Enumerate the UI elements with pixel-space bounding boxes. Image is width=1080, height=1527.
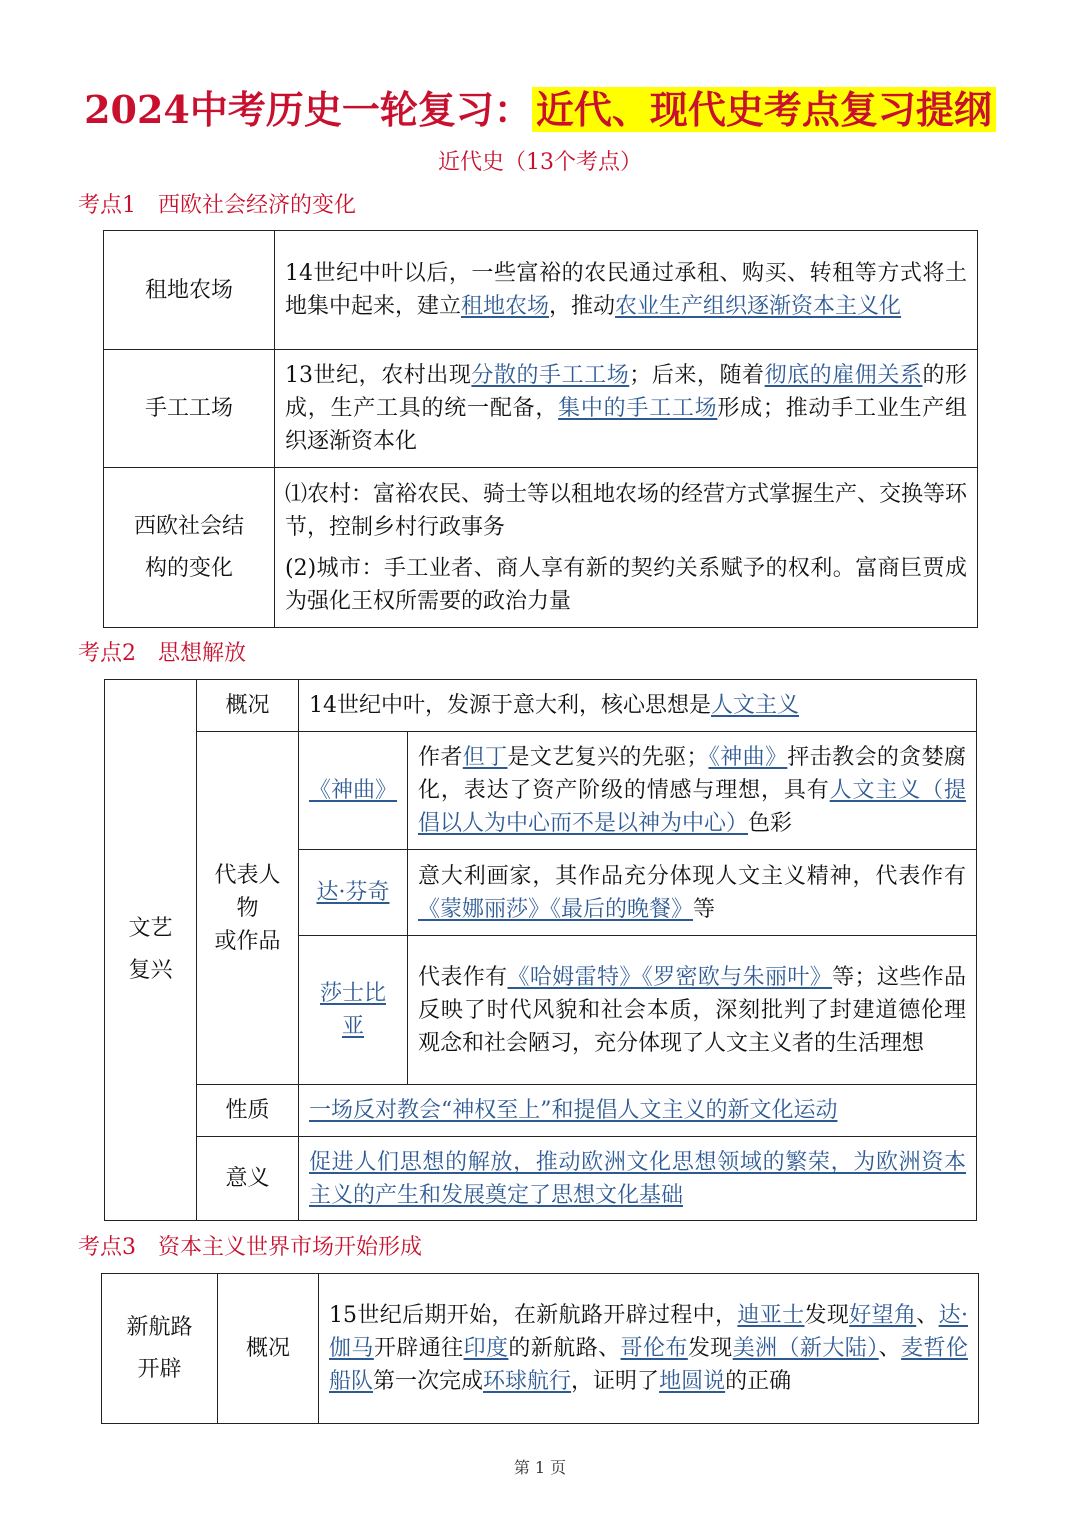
row-label — [197, 732, 299, 1085]
section-heading-3 — [78, 1232, 422, 1264]
title-prefix: 2024中考历史一轮复习： — [84, 87, 532, 132]
text: 的新航路、 — [508, 1336, 621, 1361]
text: 作者 — [418, 745, 463, 770]
key-term: 集中的手工工场 — [558, 396, 718, 421]
row-content — [275, 350, 978, 468]
key-term: 莎士比 — [319, 981, 386, 1006]
table-row — [104, 350, 978, 468]
key-term: 达·芬奇 — [316, 880, 390, 905]
list-item: ⑴农村：富裕农民、骑士等以租地农场的经营方式掌握生产、交换等环节，控制乡村行政事务 — [285, 481, 968, 540]
text: 第一次完成 — [373, 1369, 484, 1394]
label-line: 文艺 — [128, 916, 173, 941]
key-term: 好望角 — [849, 1303, 917, 1328]
title-highlight: 近代、现代史考点复习提纲 — [532, 87, 996, 132]
section1-table — [103, 230, 978, 628]
page-subtitle: 近代史（13个考点） — [438, 150, 642, 175]
text: 等；这些作品反映了时代风貌和社会本质，深刻批判了封建道德伦理观念和社会陋习，充分体现了人文主义者的生活理想 — [418, 964, 967, 1056]
text: 14世纪中叶以后，一些富裕的农民通过承租、购买、转租等方式将土地集中起来，建立 — [285, 261, 967, 319]
key-term: 《哈姆雷特》《罗密欧与朱丽叶》 — [507, 964, 833, 990]
label-line: 物 — [236, 895, 259, 921]
key-term: 地圆说 — [659, 1369, 726, 1394]
key-term: 麦哲伦船队 — [329, 1336, 968, 1394]
key-term: 《神曲》 — [708, 745, 788, 770]
key-term: 人文主义 — [711, 693, 800, 718]
row-content — [408, 936, 977, 1085]
row-label — [104, 468, 275, 628]
row-label: 性质 — [197, 1085, 299, 1137]
row-content — [299, 1085, 977, 1137]
table-row — [105, 680, 977, 732]
row-label: 租地农场 — [104, 231, 275, 350]
work-name — [299, 732, 408, 850]
text: ；后来，随着 — [629, 363, 765, 388]
row-label: 意义 — [197, 1137, 299, 1221]
text: 的正确 — [725, 1369, 792, 1394]
key-term: 《蒙娜丽莎》《最后的晚餐》 — [418, 896, 694, 922]
text: 、 — [916, 1303, 939, 1328]
section-name: 西欧社会经济的变化 — [158, 193, 357, 218]
label-line: 代表人 — [214, 862, 281, 888]
key-term: 环球航行 — [483, 1369, 572, 1394]
table-row — [105, 732, 977, 850]
text: 的形成，生产工具的统一配备， — [285, 363, 967, 421]
key-term: 美洲（新大陆） — [732, 1336, 879, 1361]
label-line: 复兴 — [128, 958, 173, 983]
key-term: 促进人们思想的解放，推动欧洲文化思想领域的繁荣，为欧洲资本主义的产生和发展奠定了思想文化基础 — [309, 1149, 967, 1208]
text: 等 — [693, 896, 716, 922]
section-number: 考点1 — [78, 193, 136, 218]
row-content — [319, 1274, 979, 1424]
row-label: 概况 — [218, 1274, 319, 1424]
text: 代表作有 — [418, 964, 508, 990]
key-term: 哥伦布 — [620, 1336, 688, 1361]
row-content — [275, 231, 978, 350]
key-term: 彻底的雇佣关系 — [764, 363, 923, 388]
main-label — [105, 680, 197, 1221]
artist-name — [299, 850, 408, 936]
key-term: 亚 — [341, 1014, 364, 1039]
label-line: 构的变化 — [144, 555, 233, 581]
row-content — [299, 680, 977, 732]
row-label: 概况 — [197, 680, 299, 732]
row-content — [408, 850, 977, 936]
text: 形成；推动手工业生产组织逐渐资本化 — [285, 396, 967, 454]
section-name: 思想解放 — [158, 641, 247, 666]
list-item: (2)城市：手工业者、商人享有新的契约关系赋予的权利。富商巨贾成为强化王权所需要的政治力量 — [285, 555, 967, 614]
text: ，推动 — [549, 294, 616, 319]
text: 14世纪中叶，发源于意大利，核心思想是 — [309, 693, 711, 718]
section-heading-2 — [78, 638, 246, 670]
row-content — [275, 468, 978, 628]
table-row — [105, 1085, 977, 1137]
text: 15世纪后期开始，在新航路开辟过程中， — [329, 1303, 738, 1328]
key-term: 达·伽马 — [329, 1303, 968, 1361]
key-term: 人文主义（提倡以人为中心而不是以神为中心） — [418, 778, 967, 836]
text: 是文艺复兴的先驱； — [507, 745, 709, 770]
label-line: 或作品 — [214, 928, 281, 954]
row-label: 手工工场 — [104, 350, 275, 468]
page-title — [0, 82, 1080, 138]
table-row — [104, 231, 978, 350]
table-row — [105, 1137, 977, 1221]
table-row — [102, 1274, 979, 1424]
text: 发现 — [687, 1336, 733, 1361]
text: 、 — [878, 1336, 902, 1361]
section-name: 资本主义世界市场开始形成 — [158, 1235, 423, 1260]
table-row — [104, 468, 978, 628]
key-term: 农业生产组织逐渐资本主义化 — [615, 294, 902, 319]
key-term: 但丁 — [462, 745, 508, 770]
label-line: 西欧社会结 — [133, 513, 244, 539]
author-name — [299, 936, 408, 1085]
section3-table — [101, 1273, 979, 1424]
row-content — [299, 1137, 977, 1221]
row-content — [408, 732, 977, 850]
section2-table — [104, 679, 977, 1221]
key-term: 《神曲》 — [308, 778, 397, 803]
key-term: 分散的手工工场 — [471, 363, 630, 388]
section-number: 考点2 — [78, 641, 136, 666]
label-line: 开辟 — [137, 1356, 182, 1382]
text: ，证明了 — [571, 1369, 660, 1394]
key-term: 印度 — [463, 1336, 509, 1361]
key-term: 一场反对教会“神权至上”和提倡人文主义的新文化运动 — [309, 1098, 838, 1123]
text: 13世纪，农村出现 — [285, 363, 472, 388]
section-number: 考点3 — [78, 1235, 136, 1260]
text: 抨击教会的贪婪腐化，表达了资产阶级的情感与理想，具有 — [418, 745, 966, 803]
key-term: 租地农场 — [461, 294, 550, 319]
text: 意大利画家，其作品充分体现人文主义精神，代表作有 — [418, 863, 967, 889]
main-label — [102, 1274, 218, 1424]
text: 发现 — [804, 1303, 850, 1328]
text: 色彩 — [748, 811, 793, 836]
label-line: 新航路 — [126, 1314, 193, 1340]
text: 开辟通往 — [373, 1336, 464, 1361]
key-term: 迪亚士 — [737, 1303, 805, 1328]
page-footer: 第 1 页 — [513, 1458, 567, 1477]
section-heading-1 — [78, 190, 356, 222]
